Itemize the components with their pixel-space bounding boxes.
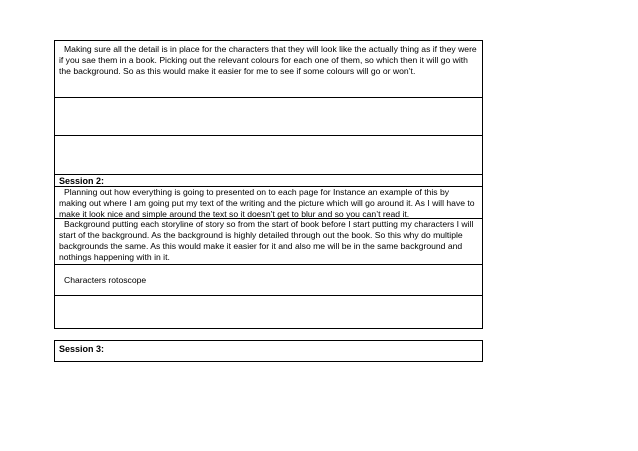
session2-planning-text: Planning out how everything is going to presented on to each page for Instance an example of this by making out where I am going put my text of the writing and the picture which will go around it. As I will have to make it look nice and simple around the text so it doesn’t get to blur and so you can’t read it. — [59, 187, 475, 219]
empty-row-3 — [55, 296, 482, 330]
session1-detail-text: Making sure all the detail is in place for the characters that they will look like the actually thing as if they were if you sae them in a book. Picking out the relevant colours for each one of them, so which then it will go with the background. So as this would make it easier for me to see if some colours will go or won’t. — [59, 44, 477, 76]
session-table — [54, 40, 483, 329]
session2-background-row — [55, 219, 482, 265]
session2-characters-text: Characters rotoscope — [64, 274, 147, 285]
session3-table — [54, 340, 483, 362]
session2-background-text: Background putting each storyline of story so from the start of book before I start putting my characters I will start of the background. As the background is highly detailed through out the book. So this why do multiple backgrounds the same. As this would make it easier for it and also me will be in the same background and nothings happening with in it. — [59, 219, 474, 262]
session2-planning-row — [55, 187, 482, 219]
session2-heading: Session 2: — [55, 175, 482, 187]
session2-characters-row — [55, 265, 482, 296]
empty-row-1 — [55, 98, 482, 136]
session3-heading: Session 3: — [59, 344, 105, 354]
session1-detail-row — [55, 41, 482, 98]
empty-row-2 — [55, 136, 482, 175]
